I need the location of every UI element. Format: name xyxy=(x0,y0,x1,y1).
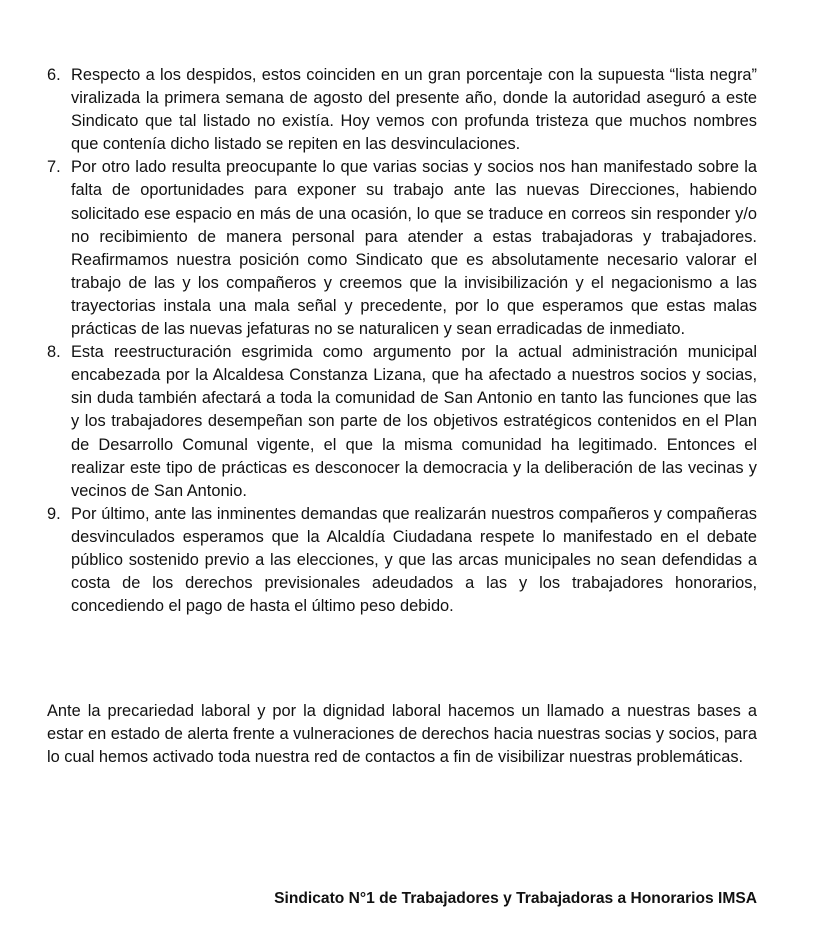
closing-paragraph: Ante la precariedad laboral y por la dignidad laboral hacemos un llamado a nuestras bases a estar en estado de alerta frente a vulneraciones de derechos hacia nuestras socias y socios, para lo cual hemos activado toda nuestra red de contactos a fin de visibilizar nuestras problemáticas. xyxy=(47,702,757,767)
list-item-number: 6. xyxy=(47,66,61,84)
list-item-text: Esta reestructuración esgrimida como argumento por la actual administración municipal encabezada por la Alcaldesa Constanza Lizana, que ha afectado a nuestros socios y socias, sin duda también afectará a toda la comunidad de San Antonio en tanto las funciones que las y los trabajadores desempeñan son parte de los objetivos estratégicos contenidos en el Plan de Desarrollo Comunal vigente, el que la misma comunidad ha legitimado. Entonces el realizar este tipo de prácticas es desconocer la democracia y la deliberación de las vecinas y vecinos de San Antonio. xyxy=(71,343,757,500)
list-item-7 xyxy=(47,156,757,341)
list-item-9 xyxy=(47,503,757,618)
numbered-list xyxy=(47,64,757,618)
list-item-text: Respecto a los despidos, estos coinciden en un gran porcentaje con la supuesta “lista negra” viralizada la primera semana de agosto del presente año, donde la autoridad aseguró a este Sindicato que tal listado no existía. Hoy vemos con profunda tristeza que muchos nombres que contenía dicho listado se repiten en las desvinculaciones. xyxy=(71,66,757,154)
list-item-6 xyxy=(47,64,757,156)
list-item-text: Por otro lado resulta preocupante lo que varias socias y socios nos han manifestado sobre la falta de oportunidades para exponer su trabajo ante las nuevas Direcciones, habiendo solicitado ese espacio en más de una ocasión, lo que se traduce en correos sin responder y/o no recibimiento de manera personal para atender a estas trabajadoras y trabajadores. Reafirmamos nuestra posición como Sindicato que es absolutamente necesario valorar el trabajo de las y los compañeros y creemos que la invisibilización y el negacionismo a las trayectorias instala una mala señal y precedente, por lo que esperamos que estas malas prácticas de las nuevas jefaturas no se naturalicen y sean erradicadas de inmediato. xyxy=(71,158,757,339)
list-item-number: 9. xyxy=(47,504,61,523)
list-item-8 xyxy=(47,341,757,503)
signature: Sindicato N°1 de Trabajadores y Trabajadoras a Honorarios IMSA xyxy=(274,890,757,907)
list-item-number: 7. xyxy=(47,158,61,177)
list-item-text: Por último, ante las inminentes demandas que realizarán nuestros compañeros y compañeras desvinculados esperamos que la Alcaldía Ciudadana respete lo manifestado en el debate público sostenido previo a las elecciones, y que las arcas municipales no sean defendidas a costa de los derechos previsionales adeudados a las y los trabajadores honorarios, concediendo el pago de hasta el último peso debido. xyxy=(71,504,757,616)
list-item-number: 8. xyxy=(47,343,61,362)
